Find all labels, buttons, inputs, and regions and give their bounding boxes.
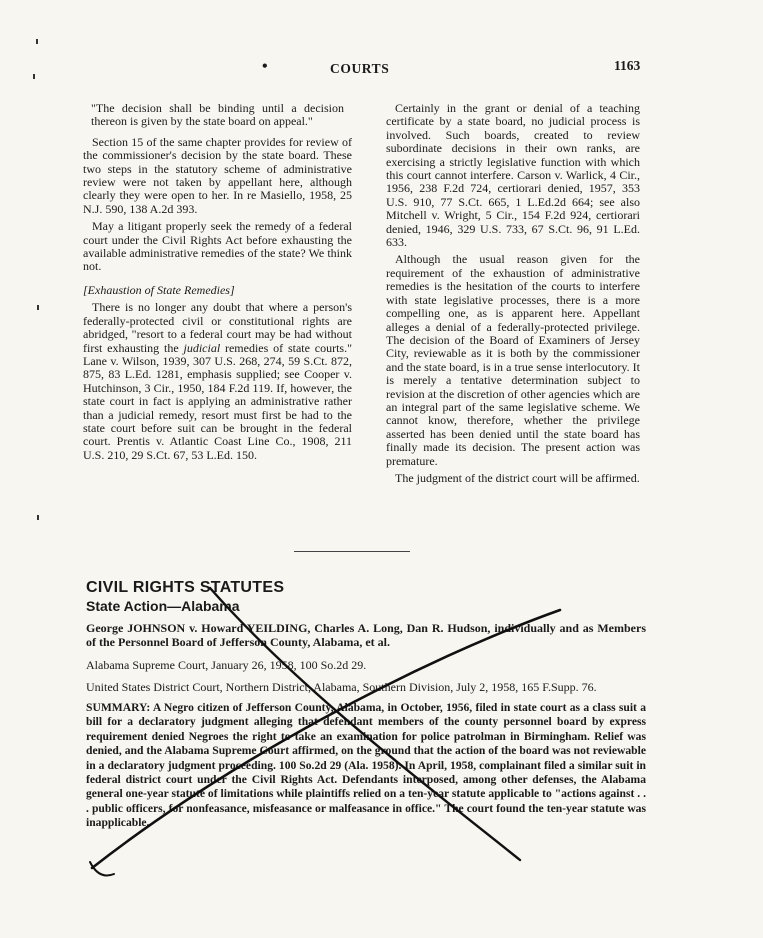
- case-title: George JOHNSON v. Howard YEILDING, Charles A. Long, Dan R. Hudson, individually and as Members of the Personnel Board of Jefferson County, Alabama, et al.: [86, 621, 646, 649]
- section-divider: [294, 551, 410, 552]
- scan-mark: [33, 74, 35, 79]
- page-number: 1163: [614, 58, 641, 73]
- running-head-title: COURTS: [330, 61, 390, 76]
- citation: United States District Court, Northern District, Alabama, Southern Division, July 2, 1958, 165 F.Supp. 76.: [86, 680, 597, 694]
- paragraph: The judgment of the district court will be affirmed.: [395, 470, 640, 485]
- paragraph: Section 15 of the same chapter provides for review of the commissioner's decision by the state board. These two steps in the statutory scheme of administrative review were not taken by appellant here, although clearly they were open to her. In re Masiello, 1958, 25 N.J. 590, 138 A.2d 393.: [83, 134, 352, 216]
- paragraph: [83, 301, 352, 462]
- block-quote: "The decision shall be binding until a decision thereon is given by the state board on appeal.": [91, 101, 344, 129]
- citation: Alabama Supreme Court, January 26, 1958, 100 So.2d 29.: [86, 658, 367, 672]
- paragraph-text: There is no longer any doubt that where a person's federally-protected civil or constitutional rights are abridged, "resort to a federal court may be had without first exhausting the: [83, 300, 352, 355]
- summary-label: SUMMARY:: [86, 701, 151, 714]
- scan-mark: [36, 39, 38, 44]
- right-column: [386, 102, 640, 485]
- scan-mark: [37, 305, 39, 310]
- paragraph: Although the usual reason given for the requirement of the exhaustion of administrative remedies is the hesitation of the courts to interfere with state legislative processes, there is a more compelling one, as is apparent here. Appellant alleges a denial of a federally-protected privilege. The decision of the Board of Examiners of Jersey City, reviewable as it is both by the commissioner and the state board, is in a true sense interlocutory. It is merely a tentative determination subject to revision at the discretion of other agencies which are an integral part of the same legislative scheme. We cannot know, therefore, whether the privilege asserted has been denied until the state board has finally made its decision. The present action was premature.: [386, 252, 640, 468]
- paragraph: May a litigant properly seek the remedy of a federal court under the Civil Rights Act before exhausting the available administrative remedies of the state? We think not.: [83, 219, 352, 274]
- paragraph: Certainly in the grant or denial of a teaching certificate by a state board, no judicial process is involved. Such boards, created to review subordinate decisions in their own ranks, are exercising a strictly legislative function with which this court cannot interfere. Carson v. Warlick, 4 Cir., 1956, 238 F.2d 724, certiorari denied, 1957, 353 U.S. 910, 77 S.Ct. 665, 1 L.Ed.2d 664; see also Mitchell v. Wright, 5 Cir., 154 F.2d 924, certiorari denied, 1946, 329 U.S. 733, 67 S.Ct. 96, 91 L.Ed. 633.: [386, 101, 640, 250]
- scan-mark: [37, 515, 39, 520]
- paragraph-text: remedies of state courts." Lane v. Wilson, 1939, 307 U.S. 268, 274, 59 S.Ct. 872, 875, 83 L.Ed. 1281, emphasis supplied; see Cooper v. Hutchinson, 3 Cir., 1950, 184 F.2d 119. If, however, the state court in fact is applying an administrative rather than a judicial remedy, resort must first be had to the state court before suit can be brought in the federal court. Prentis v. Atlantic Coast Line Co., 1908, 211 U.S. 210, 29 S.Ct. 67, 53 L.Ed. 150.: [83, 340, 353, 462]
- summary: [86, 701, 646, 831]
- header-dot: •: [262, 58, 268, 75]
- summary-text: A Negro citizen of Jefferson County, Alabama, in October, 1956, filed in state court as a class suit a bill for a declaratory judgment alleging that defendant members of the county personnel board by express requirement denied Negroes the right to take an examination for police patrolman in Birmingham. Relief was denied, and the Alabama Supreme Court affirmed, on the ground that the action of the board was not reviewable in a declaratory judgment proceeding. 100 So.2d 29 (Ala. 1958). In April, 1958, complainant filed a similar suit in federal district court under the Civil Rights Act. Defendants interposed, among other defenses, the Alabama general one-year statute of limitations while plaintiffs relied on a ten-year statute applicable to "actions against . . . public officers, for nonfeasance, misfeasance or malfeasance in office." The court found the ten-year statute was inapplicable.: [86, 701, 646, 830]
- section-title: CIVIL RIGHTS STATUTES: [86, 579, 285, 596]
- left-column: [83, 102, 352, 462]
- section-subtitle: State Action—Alabama: [86, 598, 240, 614]
- case-summary-block: [86, 579, 646, 831]
- emphasis-text: judicial: [183, 340, 221, 355]
- section-heading: [Exhaustion of State Remedies]: [83, 282, 235, 297]
